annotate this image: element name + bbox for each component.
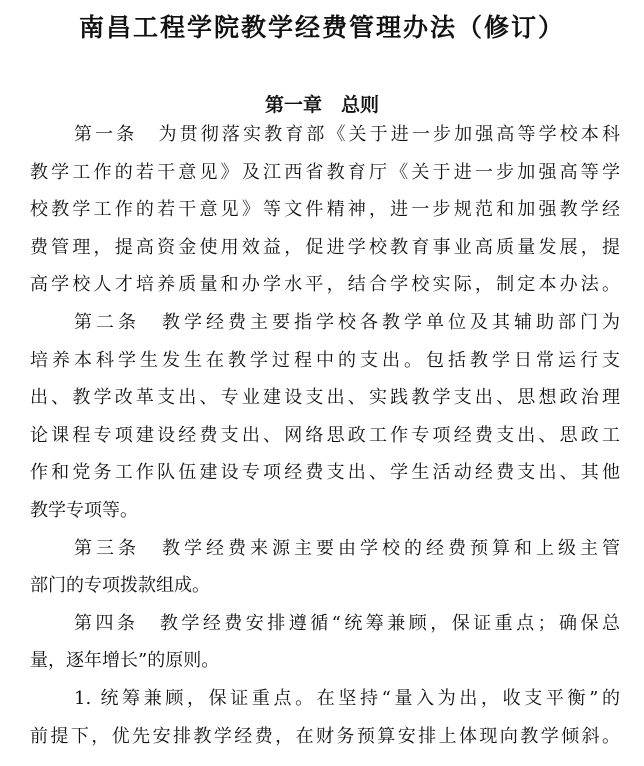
chapter-heading: 第一章 总则 — [264, 94, 379, 116]
text-line: 前提下，优先安排教学经费，在财务预算安排上体现向教学倾斜。 — [30, 725, 620, 747]
text-line: 费管理，提高资金使用效益，促进学校教育事业高质量发展，提 — [30, 236, 620, 258]
text-line: 第四条 教学经费安排遵循“统筹兼顾，保证重点；确保总 — [74, 612, 620, 634]
text-line: 校教学工作的若干意见》等文件精神，进一步规范和加强教学经 — [30, 199, 620, 221]
text-line: 出、教学改革支出、专业建设支出、实践教学支出、思想政治理 — [30, 387, 620, 409]
text-line: 量，逐年增长”的原则。 — [30, 650, 220, 672]
text-line: 1. 统筹兼顾，保证重点。在坚持“量入为出，收支平衡”的 — [74, 688, 620, 709]
text-line: 教学专项等。 — [30, 500, 138, 521]
text-line: 论课程专项建设经费支出、网络思政工作专项经费支出、思政工 — [30, 424, 620, 446]
text-line: 部门的专项拨款组成。 — [30, 575, 210, 597]
text-line: 第三条 教学经费来源主要由学校的经费预算和上级主管 — [74, 537, 620, 559]
document-title: 南昌工程学院教学经费管理办法（修订） — [78, 13, 565, 42]
text-line: 培养本科学生发生在教学过程中的支出。包括教学日常运行支 — [30, 349, 620, 371]
text-line: 高学校人才培养质量和办学水平，结合学校实际，制定本办法。 — [30, 274, 620, 296]
text-line: 作和党务工作队伍建设专项经费支出、学生活动经费支出、其他 — [30, 462, 620, 484]
text-line: 第一条 为贯彻落实教育部《关于进一步加强高等学校本科 — [74, 124, 620, 145]
text-line: 第二条 教学经费主要指学校各教学单位及其辅助部门为 — [74, 312, 620, 333]
text-line: 教学工作的若干意见》及江西省教育厅《关于进一步加强高等学 — [30, 161, 620, 183]
